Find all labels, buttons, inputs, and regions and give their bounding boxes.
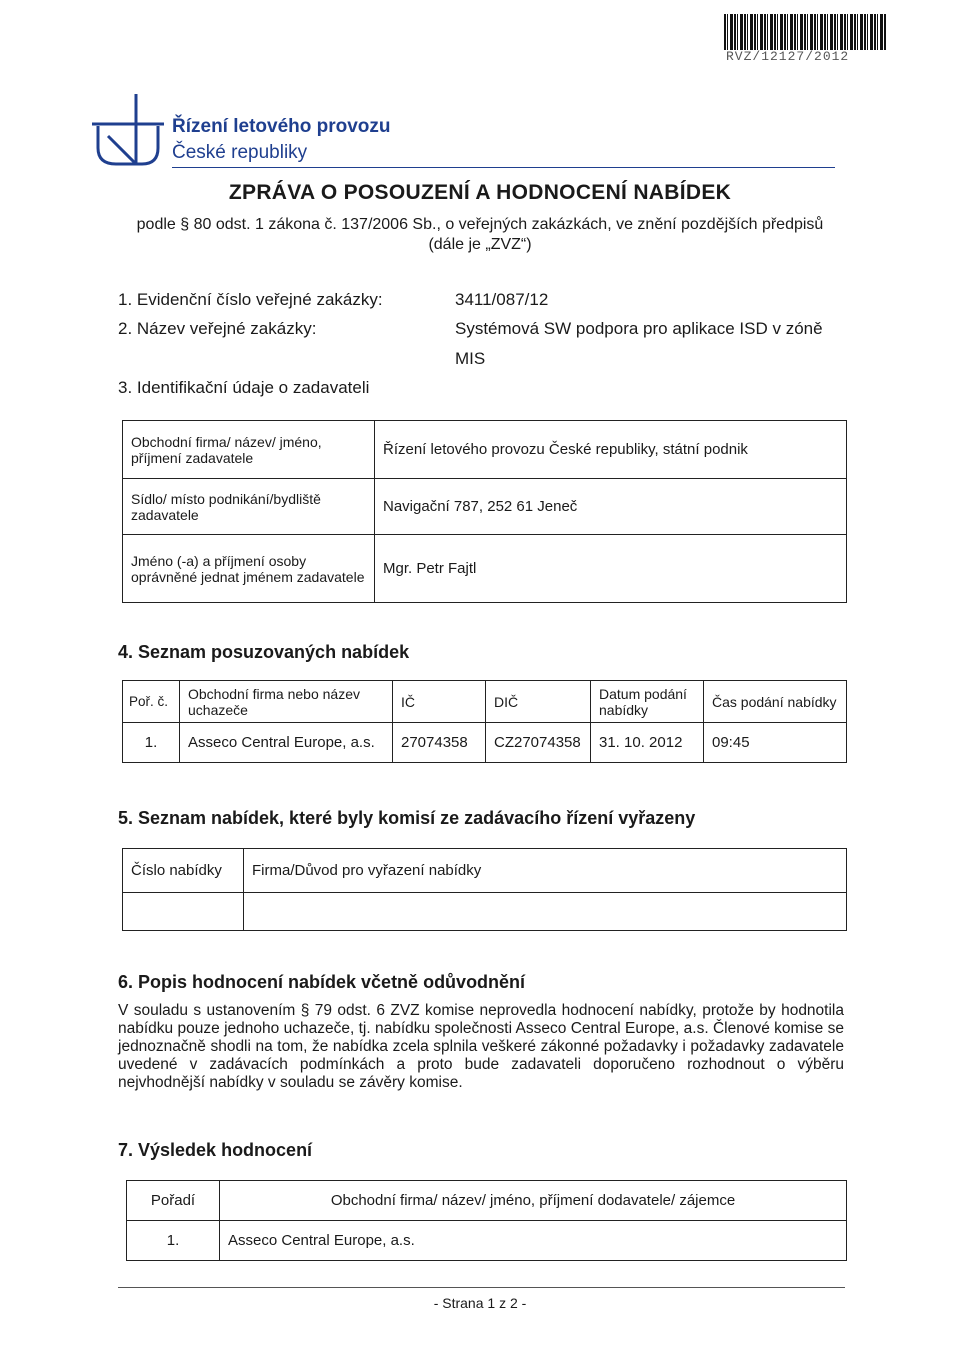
bid-dic: CZ27074358 — [486, 723, 591, 763]
barcode — [724, 14, 886, 50]
bid-time: 09:45 — [704, 723, 847, 763]
header-supplier: Obchodní firma/ název/ jméno, příjmení dodavatele/ zájemce — [220, 1181, 847, 1221]
table-row — [123, 421, 847, 479]
bid-order: 1. — [123, 723, 180, 763]
authority-address-value: Navigační 787, 252 61 Jeneč — [375, 479, 847, 535]
section6-heading: 6. Popis hodnocení nabídek včetně odůvodnění — [118, 972, 526, 992]
header-ic: IČ — [393, 681, 486, 723]
result-rank: 1. — [127, 1221, 220, 1261]
section7-heading: 7. Výsledek hodnocení — [118, 1140, 313, 1160]
contract-number: 3411/087/12 — [455, 290, 549, 309]
subtitle-line1: podle § 80 odst. 1 zákona č. 137/2006 Sb., o veřejných zakázkách, ve znění pozdějších předpisů — [136, 216, 824, 233]
table-row — [123, 479, 847, 535]
organization-name — [172, 114, 391, 166]
header-company: Obchodní firma nebo název uchazeče — [180, 681, 393, 723]
organization-name-line2: České republiky — [172, 142, 308, 163]
subtitle-line2: (dále je „ZVZ“) — [428, 236, 532, 253]
bid-company: Asseco Central Europe, a.s. — [180, 723, 393, 763]
empty-cell — [123, 893, 244, 931]
authorized-person-label: Jméno (-a) a příjmení osoby oprávněné jednat jménem zadavatele — [123, 535, 375, 603]
table-row — [123, 535, 847, 603]
empty-cell — [244, 893, 847, 931]
bids-table — [122, 680, 847, 763]
contract-name-line2: MIS — [455, 349, 486, 368]
header-exclusion-reason: Firma/Důvod pro vyřazení nabídky — [244, 849, 847, 893]
document-title: ZPRÁVA O POSOUZENÍ A HODNOCENÍ NABÍDEK — [228, 181, 732, 204]
table-row — [127, 1221, 847, 1261]
header-divider — [172, 167, 835, 168]
header-dic: DIČ — [486, 681, 591, 723]
bid-ic: 27074358 — [393, 723, 486, 763]
evaluation-description: V souladu s ustanovením § 79 odst. 6 ZVZ komise neprovedla hodnocení nabídky, protože by hodnotila nabídku pouze jednoho uchazeče, tj. nabídku společnosti Asseco Central Europe, a.s. Členové komise se jednoznačně shodli na tom, že nabídka zcela splnila veškeré zákonné požadavky i požadavky zadavatele uvedené v zadávacích podmínkách a proto bude zadavateli doporučeno rozhodnout o výběru nejvhodnější nabídky v souladu se závěry komise. — [118, 1002, 844, 1091]
header-order: Poř. č. — [123, 681, 180, 723]
footer-divider — [118, 1287, 845, 1288]
authority-name-label: Obchodní firma/ název/ jméno, příjmení zadavatele — [123, 421, 375, 479]
excluded-bids-table — [122, 848, 847, 931]
section2-label: 2. Název veřejné zakázky: — [118, 319, 317, 338]
table-header-row — [127, 1181, 847, 1221]
result-supplier: Asseco Central Europe, a.s. — [220, 1221, 847, 1261]
authority-name-value: Řízení letového provozu České republiky, státní podnik — [375, 421, 847, 479]
evaluation-result-table — [126, 1180, 847, 1261]
page-number: - Strana 1 z 2 - — [433, 1295, 527, 1311]
authority-address-label: Sídlo/ místo podnikání/bydliště zadavatele — [123, 479, 375, 535]
contract-name-line1: Systémová SW podpora pro aplikace ISD v zóně — [455, 319, 823, 338]
header-bid-number: Číslo nabídky — [123, 849, 244, 893]
header-date: Datum podání nabídky — [591, 681, 704, 723]
contracting-authority-table — [122, 420, 847, 603]
rlp-logo-icon — [88, 90, 168, 170]
authorized-person-value: Mgr. Petr Fajtl — [375, 535, 847, 603]
table-header-row — [123, 849, 847, 893]
section3-label: 3. Identifikační údaje o zadavateli — [118, 378, 370, 397]
barcode-number: RVZ/12127/2012 — [726, 49, 850, 64]
header-rank: Pořadí — [127, 1181, 220, 1221]
table-row — [123, 893, 847, 931]
table-header-row — [123, 681, 847, 723]
header-time: Čas podání nabídky — [704, 681, 847, 723]
section4-heading: 4. Seznam posuzovaných nabídek — [118, 642, 410, 662]
table-row — [123, 723, 847, 763]
section5-heading: 5. Seznam nabídek, které byly komisí ze zadávacího řízení vyřazeny — [118, 808, 696, 828]
bid-date: 31. 10. 2012 — [591, 723, 704, 763]
section1-label: 1. Evidenční číslo veřejné zakázky: — [118, 290, 383, 309]
document-subtitle — [100, 215, 860, 255]
organization-name-line1: Řízení letového provozu — [172, 116, 391, 137]
